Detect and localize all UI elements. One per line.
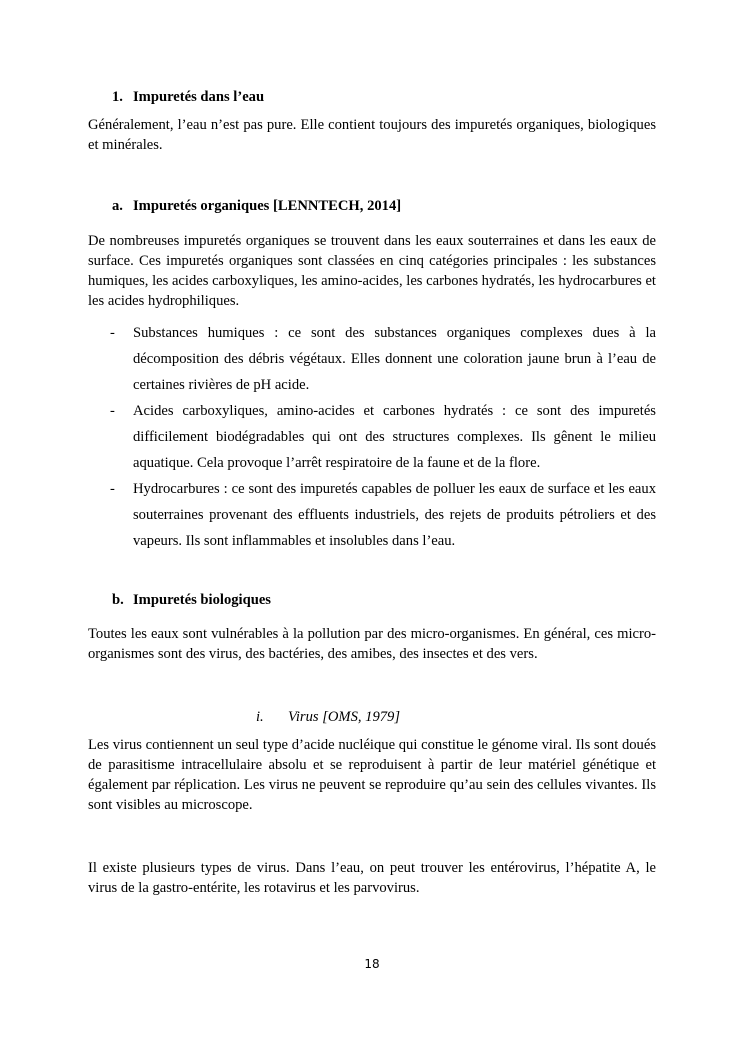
bullet-list-organiques	[88, 320, 656, 554]
paragraph-intro: Généralement, l’eau n’est pas pure. Elle contient toujours des impuretés organiques, biologiques et minérales.	[88, 117, 656, 153]
page-number: 18	[364, 957, 380, 971]
bullet-marker: -	[110, 325, 115, 341]
bullet-marker: -	[110, 481, 115, 497]
paragraph-virus: Les virus contiennent un seul type d’acide nucléique qui constitue le génome viral. Ils sont doués de parasitisme intracellulaire absolu et se reproduisent à partir de leur matériel génétique et également par réplication. Les virus ne peuvent se reproduire qu’au sein des cellules vivantes. Ils sont visibles au microscope.	[88, 737, 656, 813]
heading-number: a.	[112, 198, 123, 214]
paragraph-biologiques: Toutes les eaux sont vulnérables à la pollution par des micro-organismes. En général, ces micro-organismes sont des virus, des bactéries, des amibes, des insectes et des vers.	[88, 626, 656, 662]
subheading-title: Virus [OMS, 1979]	[288, 709, 401, 725]
heading-title: Impuretés biologiques	[133, 592, 271, 608]
heading-number: b.	[112, 592, 124, 608]
list-item	[88, 398, 656, 476]
subheading-virus	[256, 709, 400, 726]
heading-impuretes-organiques	[112, 198, 401, 215]
bullet-text: Hydrocarbures : ce sont des impuretés capables de polluer les eaux de surface et les eaux souterraines provenant des effluents industriels, des rejets de produits pétroliers et des vapeurs. Ils sont inflammables et insolubles dans l’eau.	[133, 481, 656, 549]
bullet-text: Acides carboxyliques, amino-acides et carbones hydratés : ce sont des impuretés difficilement biodégradables qui ont des structures complexes. Ils gênent le milieu aquatique. Cela provoque l’arrêt respiratoire de la faune et de la flore.	[133, 403, 656, 471]
paragraph-organiques: De nombreuses impuretés organiques se trouvent dans les eaux souterraines et dans les eaux de surface. Ces impuretés organiques sont classées en cinq catégories principales : les substances humiques, les acides carboxyliques, les amino-acides, les carbones hydratés, les hydrocarbures et les acides hydrophiliques.	[88, 233, 656, 309]
list-item	[88, 320, 656, 398]
heading-title: Impuretés organiques [LENNTECH, 2014]	[133, 198, 402, 214]
heading-title: Impuretés dans l’eau	[133, 89, 265, 105]
bullet-marker: -	[110, 403, 115, 419]
list-item	[88, 476, 656, 554]
paragraph-types-virus: Il existe plusieurs types de virus. Dans l’eau, on peut trouver les entérovirus, l’hépatite A, le virus de la gastro-entérite, les rotavirus et les parvovirus.	[88, 860, 656, 896]
heading-impuretes-biologiques	[112, 592, 271, 609]
subheading-number: i.	[256, 709, 264, 725]
heading-impuretes-eau	[112, 89, 264, 106]
bullet-text: Substances humiques : ce sont des substances organiques complexes dues à la décomposition des débris végétaux. Elles donnent une coloration jaune brun à l’eau de certaines rivières de pH acide.	[133, 325, 656, 393]
heading-number: 1.	[112, 89, 123, 105]
